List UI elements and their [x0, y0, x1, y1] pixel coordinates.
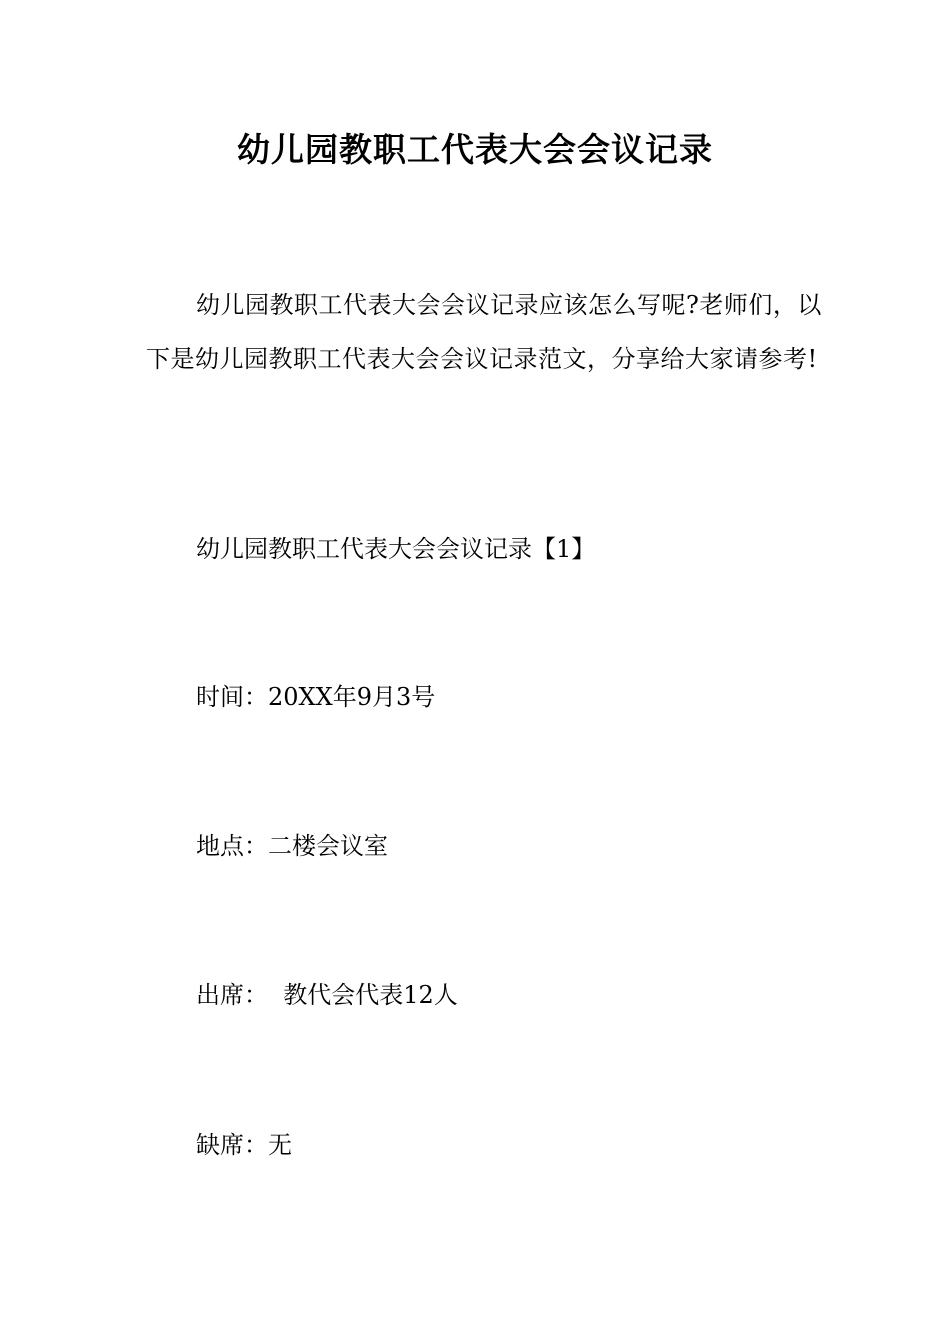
meeting-place: 地点：二楼会议室 — [196, 832, 388, 860]
meeting-time: 时间：20XX年9月3号 — [196, 683, 436, 711]
intro-paragraph: 幼儿园教职工代表大会会议记录应该怎么写呢?老师们，以下是幼儿园教职工代表大会会议记录范文，分享给大家请参考! — [146, 291, 822, 373]
section-heading: 幼儿园教职工代表大会会议记录【1】 — [196, 535, 596, 563]
meeting-attendance: 出席： 教代会代表12人 — [196, 981, 458, 1009]
document-title: 幼儿园教职工代表大会会议记录 — [237, 130, 713, 169]
meeting-absence: 缺席：无 — [196, 1131, 292, 1159]
